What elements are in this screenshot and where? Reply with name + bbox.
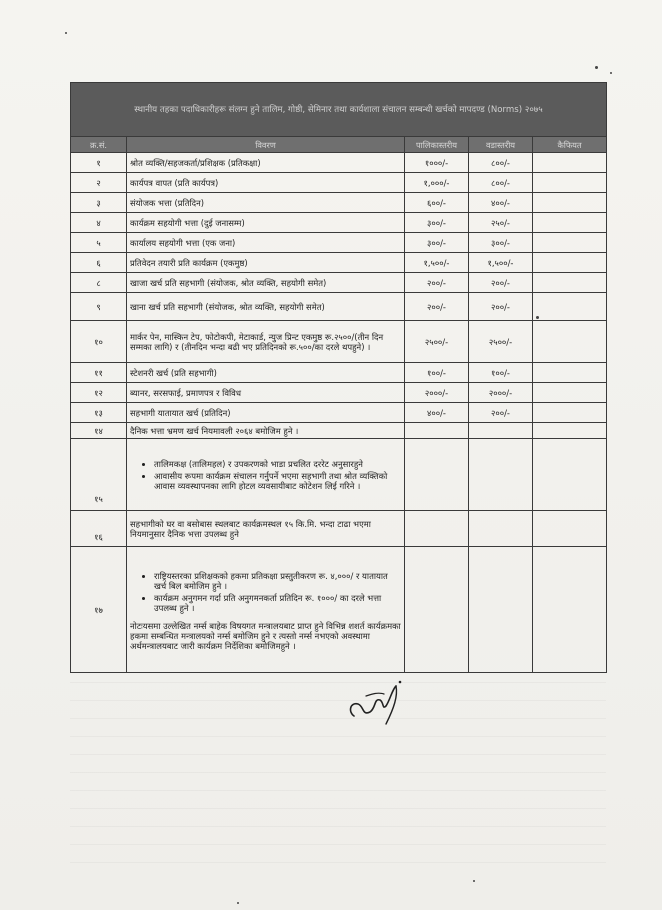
row-municipal-amount (405, 439, 469, 511)
signature-dot (399, 681, 402, 684)
row-remarks (533, 233, 607, 253)
row-ward-amount: २००/- (469, 273, 533, 293)
row-remarks (533, 213, 607, 233)
header-municipal: पालिकास्तरीय (405, 137, 469, 153)
row-municipal-amount: ३००/- (405, 233, 469, 253)
scan-speck (65, 32, 67, 34)
footnote: नोटःयसमा उल्लेखित नर्म्स बाहेक विषयगत मन्त्रालयबाट प्राप्त हुने विभिन्न शशर्त कार्यक्रमका हकमा सम्बन्धित मन्त्रालयको नर्म्स बमोजिम हुने र त्यस्तो नर्म्स नभएको अवस्थामा अर्थमन्त्रालयबाट जारी कार्यक्रम निर्देशिका बमोजिमहुने । (130, 620, 401, 651)
row-sn: १५ (71, 439, 127, 511)
row-ward-amount: २००/- (469, 403, 533, 423)
row-description: खाना खर्च प्रति सहभागी (संयोजक, श्रोत व्यक्ति, सहयोगी समेत) (127, 293, 405, 321)
bleed-through-lines (70, 665, 606, 875)
row-description: श्रोत व्यक्ति/सहजकर्ता/प्रशिक्षक (प्रतिकक्षा) (127, 153, 405, 173)
row-municipal-amount: ४००/- (405, 403, 469, 423)
row-description: प्रतिवेदन तयारी प्रति कार्यक्रम (एकमुष्ठ) (127, 253, 405, 273)
row-remarks (533, 547, 607, 673)
row-ward-amount: ३००/- (469, 233, 533, 253)
row-remarks (533, 193, 607, 213)
document-title: स्थानीय तहका पदाधिकारीहरू संलग्न हुने तालिम, गोष्ठी, सेमिनार तथा कार्यशाला संचालन सम्बन्धी खर्चको मापदण्ड (Norms) २०७५ (71, 83, 607, 137)
list-item: • तालिमकक्ष (तालिमहल) र उपकरणको भाडा प्रचलित दररेट अनुसारहुने (154, 459, 401, 469)
row-remarks (533, 363, 607, 383)
row-sn: १२ (71, 383, 127, 403)
handwritten-signature (340, 672, 410, 732)
table-header-row (71, 137, 607, 153)
row-ward-amount: २५००/- (469, 321, 533, 363)
row-remarks (533, 383, 607, 403)
table-row (71, 363, 607, 383)
row-ward-amount (469, 439, 533, 511)
row-municipal-amount: २०००/- (405, 383, 469, 403)
scan-speck (237, 902, 239, 904)
row-ward-amount: ८००/- (469, 173, 533, 193)
table-row (71, 511, 607, 547)
row-remarks (533, 293, 607, 321)
row-ward-amount: १,५००/- (469, 253, 533, 273)
table-row (71, 439, 607, 511)
table-row (71, 383, 607, 403)
row-municipal-amount: ३००/- (405, 213, 469, 233)
norms-table (70, 82, 607, 673)
row-sn: ५ (71, 233, 127, 253)
row-description: ब्यानर, सरसफाई, प्रमाणपत्र र विविध (127, 383, 405, 403)
row-municipal-amount: ६००/- (405, 193, 469, 213)
table-row (71, 547, 607, 673)
table-body (71, 153, 607, 673)
row-remarks (533, 153, 607, 173)
row-municipal-amount (405, 547, 469, 673)
row-remarks (533, 173, 607, 193)
table-row (71, 403, 607, 423)
header-remarks: कैफियत (533, 137, 607, 153)
scan-speck (473, 880, 475, 882)
signature-stroke (386, 686, 397, 724)
row-sn: १७ (71, 547, 127, 673)
row-ward-amount (469, 547, 533, 673)
row-remarks (533, 253, 607, 273)
signature-stroke (351, 686, 396, 716)
row-description (127, 439, 405, 511)
row-ward-amount (469, 423, 533, 439)
row-ward-amount: ४००/- (469, 193, 533, 213)
row-ward-amount: १००/- (469, 363, 533, 383)
row-ward-amount (469, 511, 533, 547)
row-remarks (533, 321, 607, 363)
row-sn: ३ (71, 193, 127, 213)
row-ward-amount: २००/- (469, 293, 533, 321)
row-remarks (533, 439, 607, 511)
row-ward-amount: २५०/- (469, 213, 533, 233)
table-row (71, 253, 607, 273)
table-row (71, 321, 607, 363)
table-row (71, 273, 607, 293)
signature-stroke (366, 693, 384, 696)
row-municipal-amount (405, 423, 469, 439)
row-sn: १६ (71, 511, 127, 547)
row-description: कार्यपत्र वापत (प्रति कार्यपत्र) (127, 173, 405, 193)
row-sn: १ (71, 153, 127, 173)
row-description: स्टेशनरी खर्च (प्रति सहभागी) (127, 363, 405, 383)
row-description: संयोजक भत्ता (प्रतिदिन) (127, 193, 405, 213)
row-sn: ८ (71, 273, 127, 293)
row-remarks (533, 273, 607, 293)
row-municipal-amount: २५००/- (405, 321, 469, 363)
row-ward-amount: ८००/- (469, 153, 533, 173)
row-remarks (533, 403, 607, 423)
table-row (71, 193, 607, 213)
table-row (71, 423, 607, 439)
row-sn: ४ (71, 213, 127, 233)
list-item: • राष्ट्रियस्तरका प्रशिक्षकको हकमा प्रतिकक्षा प्रस्तुतीकरण रू. ४,०००/ र यातायात खर्च बिल बमोजिम हुने । (154, 571, 401, 591)
table-row (71, 293, 607, 321)
row-ward-amount: २०००/- (469, 383, 533, 403)
bullet-list (130, 459, 401, 491)
table-row (71, 213, 607, 233)
scan-speck (595, 66, 598, 69)
row-description: कार्यालय सहयोगी भत्ता (एक जना) (127, 233, 405, 253)
table-row (71, 173, 607, 193)
row-municipal-amount: १००/- (405, 363, 469, 383)
header-ward: वडास्तरीय (469, 137, 533, 153)
row-municipal-amount: १०००/- (405, 153, 469, 173)
header-sn: क्र.सं. (71, 137, 127, 153)
row-description: मार्कर पेन, मास्किन टेप, फोटोकपी, मेटाकार्ड, न्युज प्रिन्ट एकमुष्ठ रू.२५००/(तीन दिन सम्मका लागि) र (तीनदिन भन्दा बढी भए प्रतिदिनको रू.५००/का दरले थपहुने) । (127, 321, 405, 363)
row-municipal-amount: १,५००/- (405, 253, 469, 273)
list-item: • कार्यक्रम अनुगमन गर्दा प्रति अनुगमनकर्ता प्रतिदिन रू. १०००/ का दरले भत्ता उपलब्ध हुने । (154, 593, 401, 613)
table-title-row (71, 83, 607, 137)
row-description: सहभागीको घर वा बसोबास स्थलबाट कार्यक्रमस्थल १५ कि.मि. भन्दा टाढा भएमा नियमानुसार दैनिक भत्ता उपलब्ध हुने (127, 511, 405, 547)
row-sn: ११ (71, 363, 127, 383)
row-municipal-amount: १,०००/- (405, 173, 469, 193)
row-description: दैनिक भत्ता भ्रमण खर्च नियमावली २०६४ बमोजिम हुने । (127, 423, 405, 439)
bullet-list (130, 571, 401, 613)
row-sn: २ (71, 173, 127, 193)
row-sn: १४ (71, 423, 127, 439)
row-sn: ६ (71, 253, 127, 273)
row-remarks (533, 511, 607, 547)
row-sn: ९ (71, 293, 127, 321)
list-item: • आवासीय रूपमा कार्यक्रम संचालन गर्नुपर्ने भएमा सहभागी तथा श्रोत व्यक्तिको आवास व्यवस्थापनका लागि होटल व्यवसायीबाट कोटेशन लिई गरिने । (154, 471, 401, 491)
row-description (127, 547, 405, 673)
row-description: खाजा खर्च प्रति सहभागी (संयोजक, श्रोत व्यक्ति, सहयोगी समेत) (127, 273, 405, 293)
header-description: विवरण (127, 137, 405, 153)
row-description: सहभागी यातायात खर्च (प्रतिदिन) (127, 403, 405, 423)
row-municipal-amount: २००/- (405, 273, 469, 293)
table-row (71, 233, 607, 253)
row-sn: १० (71, 321, 127, 363)
row-municipal-amount: २००/- (405, 293, 469, 321)
scan-speck (610, 72, 612, 74)
row-description: कार्यक्रम सहयोगी भत्ता (दुई जनासम्म) (127, 213, 405, 233)
row-remarks (533, 423, 607, 439)
row-sn: १३ (71, 403, 127, 423)
row-municipal-amount (405, 511, 469, 547)
table-row (71, 153, 607, 173)
